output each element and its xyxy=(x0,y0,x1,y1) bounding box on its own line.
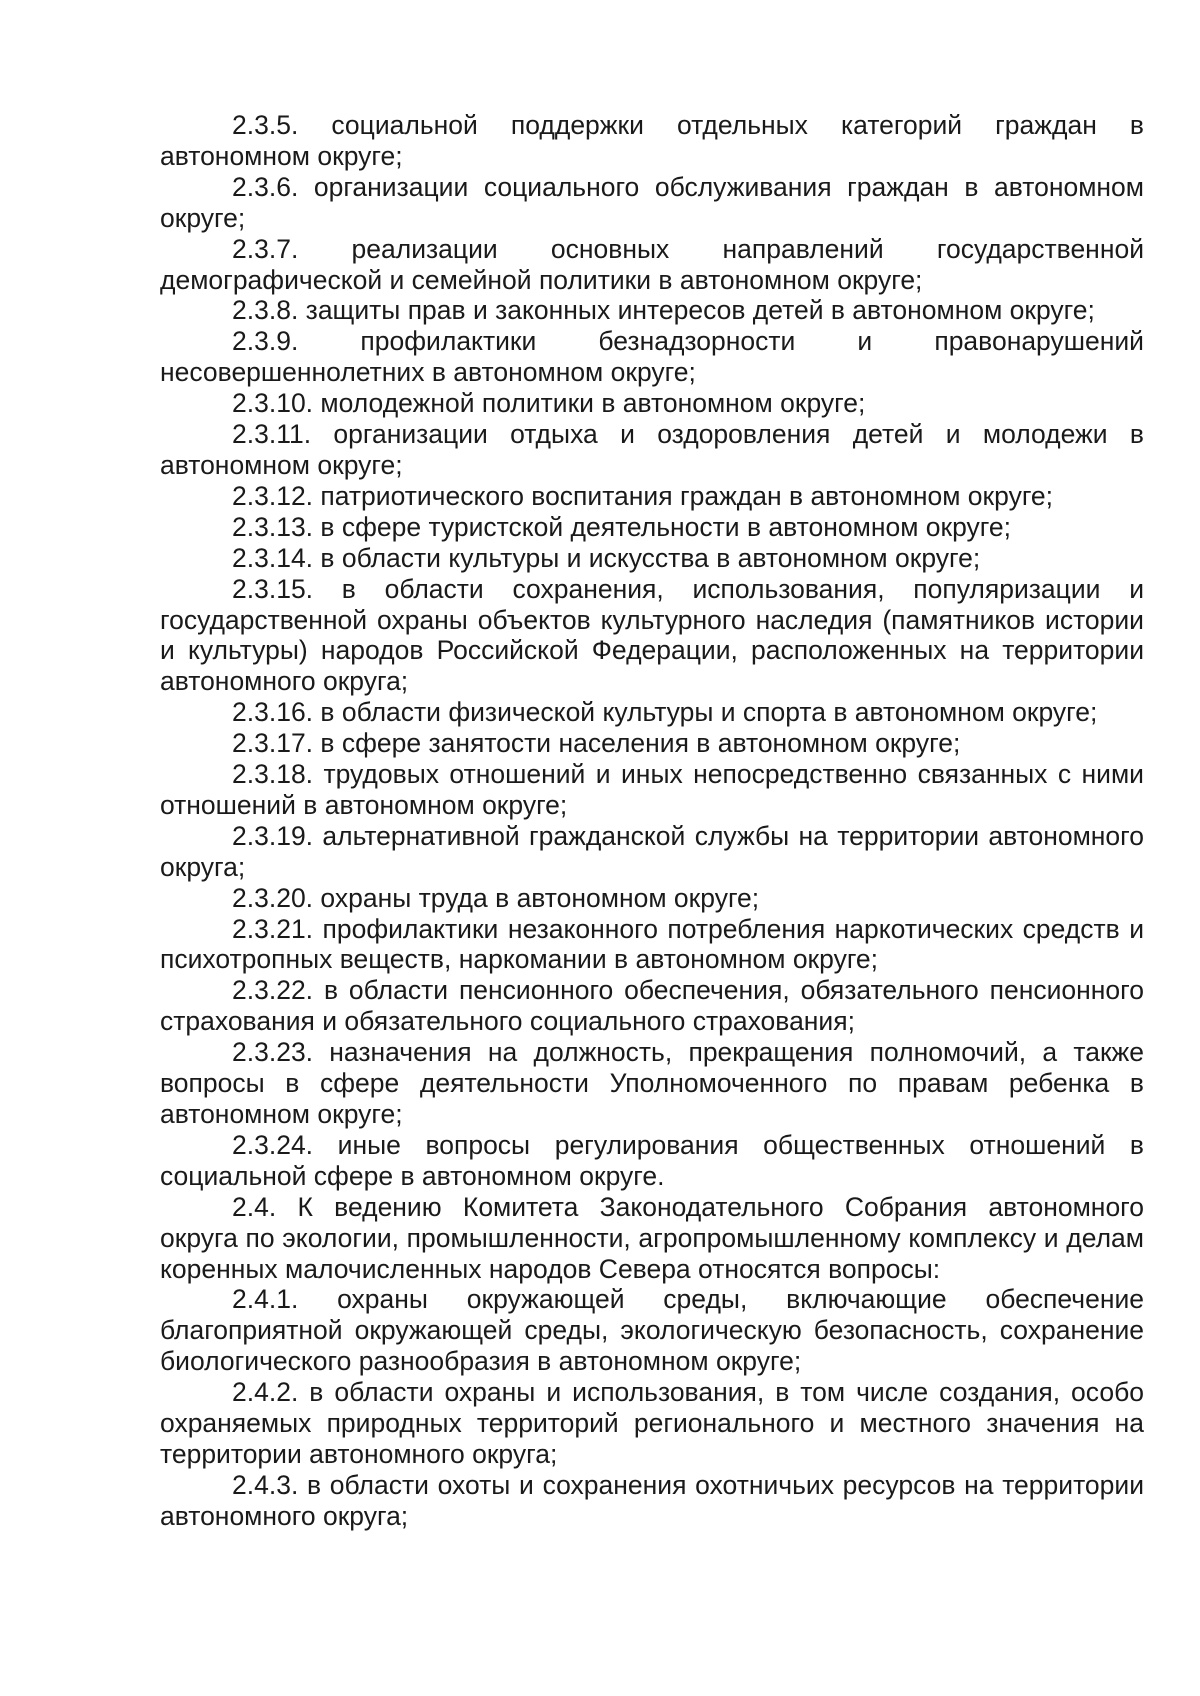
paragraph-2-3-13: 2.3.13. в сфере туристской деятельности в автономном округе; xyxy=(232,511,1011,542)
paragraph-2-3-20: 2.3.20. охраны труда в автономном округе; xyxy=(232,882,760,913)
paragraph-2-3-19: 2.3.19. альтернативной гражданской службы на территории автономного округа; xyxy=(160,820,1144,882)
paragraph-2-3-12: 2.3.12. патриотического воспитания граждан в автономном округе; xyxy=(232,480,1054,511)
paragraph-2-3-16: 2.3.16. в области физической культуры и спорта в автономном округе; xyxy=(232,697,1098,728)
paragraph-2-3-24: 2.3.24. иные вопросы регулирования общественных отношений в социальной сфере в автономном округе. xyxy=(160,1129,1144,1191)
paragraph-2-4: 2.4. К ведению Комитета Законодательного Собрания автономного округа по экологии, промышленности, агропромышленному комплексу и делам коренных малочисленных народов Севера относятся вопросы: xyxy=(160,1191,1144,1284)
paragraph-2-3-17: 2.3.17. в сфере занятости населения в автономном округе; xyxy=(232,728,961,759)
document-page xyxy=(160,110,1144,1532)
paragraph-2-3-10: 2.3.10. молодежной политики в автономном округе; xyxy=(232,388,866,419)
paragraph-2-3-7: 2.3.7. реализации основных направлений государственной демографической и семейной политики в автономном округе; xyxy=(160,233,1144,295)
paragraph-2-3-15: 2.3.15. в области сохранения, использования, популяризации и государственной охраны объектов культурного наследия (памятников истории и культуры) народов Российской Федерации, расположенных на территории автономного округа; xyxy=(160,573,1144,697)
paragraph-2-4-1: 2.4.1. охраны окружающей среды, включающие обеспечение благоприятной окружающей среды, экологическую безопасность, сохранение биологического разнообразия в автономном округе; xyxy=(160,1284,1144,1377)
paragraph-2-3-21: 2.3.21. профилактики незаконного потребления наркотических средств и психотропных веществ, наркомании в автономном округе; xyxy=(160,913,1144,975)
paragraph-2-3-18: 2.3.18. трудовых отношений и иных непосредственно связанных с ними отношений в автономном округе; xyxy=(160,759,1144,820)
paragraph-2-3-14: 2.3.14. в области культуры и искусства в автономном округе; xyxy=(232,542,981,573)
paragraph-2-4-2: 2.4.2. в области охраны и использования, в том числе создания, особо охраняемых природных территорий регионального и местного значения на территории автономного округа; xyxy=(160,1377,1144,1469)
paragraph-2-3-22: 2.3.22. в области пенсионного обеспечения, обязательного пенсионного страхования и обязательного социального страхования; xyxy=(160,975,1144,1037)
paragraph-2-3-5: 2.3.5. социальной поддержки отдельных категорий граждан в автономном округе; xyxy=(160,110,1144,171)
paragraph-2-4-3: 2.4.3. в области охоты и сохранения охотничьих ресурсов на территории автономного округа; xyxy=(160,1469,1144,1531)
paragraph-2-3-9: 2.3.9. профилактики безнадзорности и правонарушений несовершеннолетних в автономном округе; xyxy=(160,326,1144,388)
paragraph-2-3-8: 2.3.8. защиты прав и законных интересов детей в автономном округе; xyxy=(232,295,1095,326)
paragraph-2-3-11: 2.3.11. организации отдыха и оздоровления детей и молодежи в автономном округе; xyxy=(160,419,1144,480)
paragraph-2-3-23: 2.3.23. назначения на должность, прекращения полномочий, а также вопросы в сфере деятельности Уполномоченного по правам ребенка в автономном округе; xyxy=(160,1037,1144,1129)
paragraph-2-3-6: 2.3.6. организации социального обслуживания граждан в автономном округе; xyxy=(160,171,1144,233)
